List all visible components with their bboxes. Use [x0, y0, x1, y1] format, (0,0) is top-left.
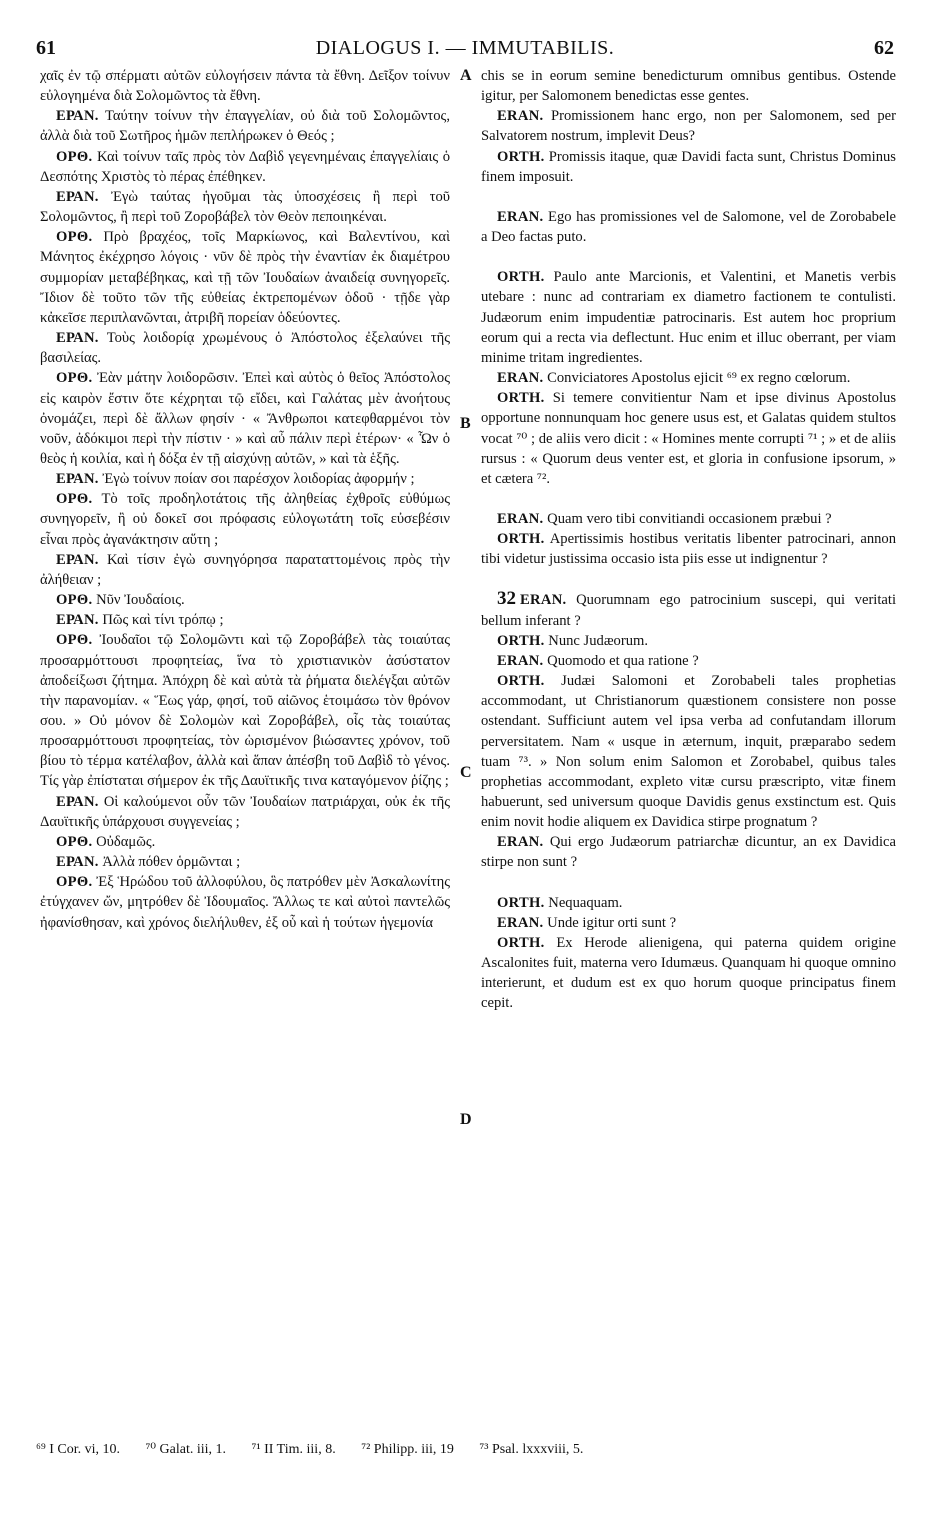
- latin-paragraph: ERAN. Conviciatores Apostolus ejicit ⁶⁹ ex regno cœlorum.: [497, 370, 851, 387]
- greek-paragraph: ΕΡΑΝ. Καὶ τίσιν ἐγὼ συνηγόρησα παραταττομένοις πρὸς τὴν ἀλήθειαν ;: [40, 551, 450, 588]
- latin-paragraph: ORTH. Apertissimis hostibus veritatis libenter patrocinari, annon tibi videtur justissima occasio ista piis esse ut indignentur ?: [481, 531, 897, 568]
- footnote: ⁷¹ II Tim. iii, 8.: [251, 1442, 336, 1457]
- latin-paragraph: ERAN. Quam vero tibi convitiandi occasionem præbui ?: [497, 510, 832, 527]
- latin-paragraph: ORTH. Si temere convitientur Nam et ipse divinus Apostolus opportune nonnunquam hoc genere usus est, et Galatas quidem stultos vocat ⁷⁰ ; de aliis vero dicit : « Homines mente corrupti ⁷¹ ; » et de aliis rursus : « Quorum deus venter est, et gloria in confusione ipsorum, » et cætera ⁷².: [481, 390, 896, 487]
- running-title: DIALOGUS I. — IMMUTABILIS.: [315, 37, 615, 59]
- greek-paragraph: ΟΡΘ. Οὐδαμῶς.: [56, 833, 156, 850]
- margin-letter-a: A: [460, 67, 472, 84]
- greek-paragraph: ΕΡΑΝ. Ταύτην τοίνυν τὴν ἐπαγγελίαν, οὐ διὰ τοῦ Σολομῶντος, ἀλλὰ διὰ τοῦ Σωτῆρος ἡμῶν πεπλήρωκεν ὁ Θεός ;: [40, 108, 450, 145]
- latin-paragraph: ORTH. Paulo ante Marcionis, et Valentini, et Manetis verbis utebare : nunc ad contrariam ex diametro factionem te contulisti. Judæorum enim impudentiæ patrocinaris. Est autem hoc proprium eorum qui a recta via deflectunt. Huc enim et illuc oberrant, per viam minime tritam ingredientes.: [481, 269, 896, 366]
- page-number-left: 61: [36, 37, 56, 59]
- latin-paragraph: ERAN. Qui ergo Judæorum patriarchæ dicuntur, an ex Davidica stirpe non sunt ?: [481, 834, 896, 871]
- latin-paragraph: 32 ERAN. Quorumnam ego patrocinium suscepi, qui veritati bellum inferant ?: [481, 588, 896, 629]
- latin-paragraph: ORTH. Ex Herode alienigena, qui paterna quidem origine Ascalonites fuit, materna vero Idumæus. Quanquam hi quoque omnino interierunt, et dudum est ex quo horum quoque principatus finem cepit.: [481, 934, 896, 1012]
- latin-paragraph: ERAN. Ego has promissiones vel de Salomone, vel de Zorobabele a Deo factas puto.: [481, 208, 896, 246]
- latin-paragraph: ORTH. Judæi Salomoni et Zorobabeli tales prophetias accommodant, ut Christianorum quæstionem consistere non posse ostendant. Sufficiunt autem vel ipsa verba ad confutandam illorum perversitatem. Nam « usque in æternum, inquit, præparabo sedem tuam ⁷³. » Non solum enim Salomon et Zorobabel, quibus tales prophetias accommodant, expleto vitæ cursu præscripto, vitæ finem habuerunt, sed universum quoque Davidis genus exstinctum est. Quis enim novit hodie aliquem ex Davidica stirpe prognatum ?: [481, 673, 896, 831]
- latin-column: [481, 66, 896, 1014]
- latin-paragraph: ORTH. Nunc Judæorum.: [497, 632, 649, 649]
- latin-paragraph: ERAN. Unde igitur orti sunt ?: [497, 914, 677, 931]
- margin-letter-c: C: [460, 764, 472, 781]
- greek-paragraph: ΟΡΘ. Ἐὰν μάτην λοιδορῶσιν. Ἐπεὶ καὶ αὐτὸς ὁ θεῖος Ἀπόστολος εἰς καιρὸν ἔστιν ὅτε κέχρηται τῷ εἴδει, καὶ Γαλάτας μὲν ἀνοήτους ὀνομάζει, περὶ δὲ ἄλλων φησίν · « Ἄνθρωποι κατεφθαρμένοι τὸν νοῦν, ἀδόκιμοι περὶ τὴν πίστιν · » καὶ αὖ πάλιν περὶ ἑτέρων· « Ὧν ὁ θεὸς ἡ κοιλία, καὶ ἡ δόξα ἐν τῇ αἰσχύνῃ αὐτῶν, » καὶ τὰ ἑξῆς.: [40, 370, 450, 467]
- greek-paragraph: ΕΡΑΝ. Τοὺς λοιδορίᾳ χρωμένους ὁ Ἀπόστολος ἐξελαύνει τῆς βασιλείας.: [40, 330, 451, 367]
- greek-paragraph: ΟΡΘ. Νῦν Ἰουδαίοις.: [56, 592, 185, 609]
- greek-paragraph: ΕΡΑΝ. Οἱ καλούμενοι οὖν τῶν Ἰουδαίων πατριάρχαι, οὐκ ἐκ τῆς Δαυϊτικῆς ὑπάρχουσι συγγενείας ;: [40, 793, 451, 830]
- greek-paragraph: ΟΡΘ. Πρὸ βραχέος, τοῖς Μαρκίωνος, καὶ Βαλεντίνου, καὶ Μάνητος ἐκέχρησο λόγοις · νῦν δὲ πρὸς τὴν ἐναντίαν ἐκ διαμέτρου συμμορίαν μεταβέβηκας, καὶ τῇ τῶν Ἰουδαίων ἀναιδείᾳ συνηγορεῖς. Ἴδιον δὲ τοῦτο τῶν τῆς εὐθείας ἐκτρεπομένων ὁδοῦ · τῇδε γὰρ κἀκεῖσε περιπλανῶνται, ἀτριβῆ πορείαν ὁδεύοντες.: [40, 229, 450, 326]
- greek-paragraph: χαῖς ἐν τῷ σπέρματι αὐτῶν εὐλογήσειν πάντα τὰ ἔθνη. Δεῖξον τοίνυν εὐλογημένα διὰ Σολομῶντος τὰ ἔθνη.: [40, 68, 450, 105]
- latin-paragraph: ERAN. Quomodo et qua ratione ?: [497, 652, 699, 669]
- footnote: ⁶⁹ I Cor. vi, 10.: [36, 1442, 121, 1457]
- greek-column: [40, 66, 450, 933]
- page-header: [36, 36, 894, 60]
- page-number-right: 62: [874, 37, 894, 59]
- greek-paragraph: ΟΡΘ. Τὸ τοῖς προδηλοτάτοις τῆς ἀληθείας ἐχθροῖς εὐθύμως συνηγορεῖν, ἢ οὐ δοκεῖ σοι πρόφασις εὐλογωτάτη τοῖς εὐσεβέσιν εἶναι πρὸς ἀγανάκτησιν αὕτη ;: [40, 491, 451, 548]
- greek-paragraph: ΟΡΘ. Ἐξ Ἡρώδου τοῦ ἀλλοφύλου, ὃς πατρόθεν μὲν Ἀσκαλωνίτης ἐτύγχανεν ὤν, μητρόθεν δὲ Ἰδουμαῖος. Ἄλλως τε καὶ αὐτοὶ παντελῶς ἠφανίσθησαν, καὶ χρόνος διελήλυθεν, ἐξ οὗ καὶ ἡ τούτων ἡγεμονία: [40, 874, 450, 931]
- latin-paragraph: chis se in eorum semine benedicturum omnibus gentibus. Ostende igitur, per Salomonem benedictas esse gentes.: [481, 68, 896, 105]
- latin-paragraph: ORTH. Nequaquam.: [497, 894, 623, 911]
- footnote: ⁷³ Psal. lxxxviii, 5.: [479, 1442, 584, 1457]
- greek-paragraph: ΟΡΘ. Καὶ τοίνυν ταῖς πρὸς τὸν Δαβὶδ γεγενημέναις ἐπαγγελίαις ὁ Δεσπότης Χριστὸς τὸ πέρας ἐπέθηκεν.: [40, 148, 451, 185]
- greek-paragraph: ΕΡΑΝ. Ἀλλὰ πόθεν ὁρμῶνται ;: [56, 854, 241, 871]
- margin-letter-b: B: [460, 415, 471, 432]
- latin-paragraph: ERAN. Promissionem hanc ergo, non per Salomonem, sed per Salvatorem nostrum, implevit Deus?: [481, 108, 896, 145]
- greek-paragraph: ΕΡΑΝ. Ἐγὼ τοίνυν ποίαν σοι παρέσχον λοιδορίας ἀφορμήν ;: [56, 471, 415, 488]
- margin-letter-d: D: [460, 1111, 472, 1128]
- footnote: ⁷² Philipp. iii, 19: [361, 1442, 454, 1457]
- latin-paragraph: ORTH. Promissis itaque, quæ Davidi facta sunt, Christus Dominus finem imposuit.: [481, 148, 896, 185]
- greek-paragraph: ΕΡΑΝ. Ἐγὼ ταύτας ἡγοῦμαι τὰς ὑποσχέσεις ἢ περὶ τοῦ Σολομῶντος, ἢ περὶ τοῦ Ζοροβάβελ τὸν Θεὸν πεποιηκέναι.: [40, 188, 450, 226]
- greek-paragraph: ΟΡΘ. Ἰουδαῖοι τῷ Σολομῶντι καὶ τῷ Ζοροβάβελ τὰς τοιαύτας προσαρμόττουσι προφητείας, ἵνα τὸ χριστιανικὸν ἀσύστατον ἀποδείξωσι ζήτημα. Ἀπόχρη δὲ καὶ αὐτὰ τὰ ῥήματα διελέγξαι αὐτῶν τὴν παρανομίαν. « Ἕως γάρ, φησί, τοῦ αἰῶνος ἑτοιμάσω τὸν θρόνον σου. » Οὐ μόνον δὲ Σολομὼν καὶ Ζοροβάβελ, οἷς τὰς τοιαύτας προσαρμόττουσι προφητείας, τὸν ὡρισμένον βιώσαντες χρόνον, τοῦ βίου τὸ τέρμα κατέλαβον, ἀλλὰ καὶ ἅπαν ἀπέσβη τοῦ Δαβὶδ τὸ γένος. Τίς γὰρ ἐπίσταται σήμερον ἐκ τῆς Δαυϊτικῆς τινα καταγόμενον ῥίζης ;: [40, 632, 450, 790]
- chapter-number: 32: [497, 588, 516, 610]
- footnotes: [36, 1440, 894, 1464]
- footnote: ⁷⁰ Galat. iii, 1.: [145, 1442, 227, 1457]
- greek-paragraph: ΕΡΑΝ. Πῶς καὶ τίνι τρόπῳ ;: [56, 612, 224, 629]
